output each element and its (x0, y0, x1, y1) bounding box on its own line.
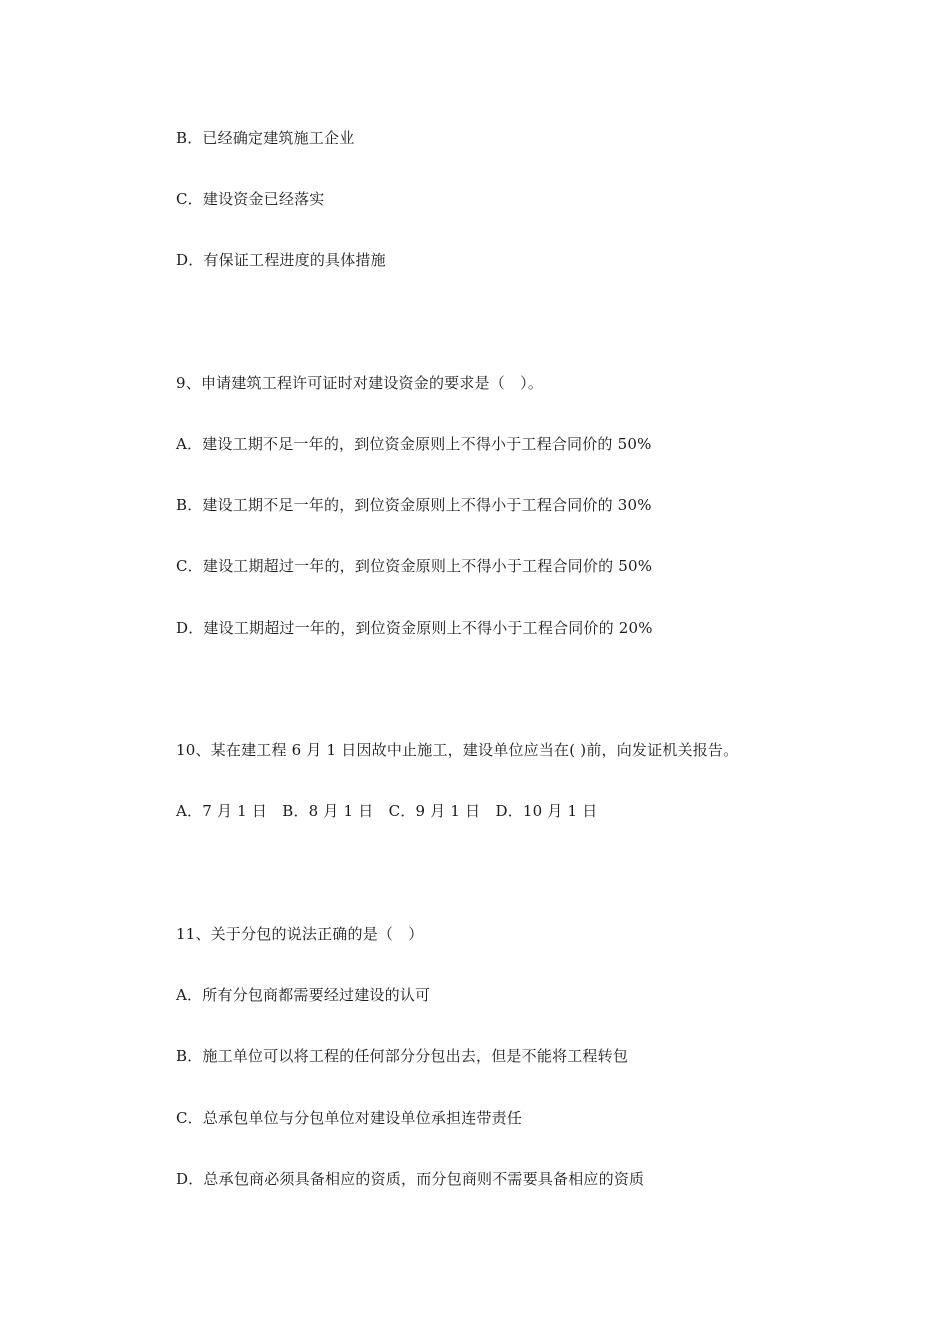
q9-stem: 9、申请建筑工程许可证时对建设资金的要求是（ ）。 (176, 374, 544, 392)
q9-option-c: C．建设工期超过一年的，到位资金原则上不得小于工程合同价的 50% (176, 557, 653, 575)
q8-option-c: C．建设资金已经落实 (176, 190, 325, 208)
q9-option-b: B．建设工期不足一年的，到位资金原则上不得小于工程合同价的 30% (176, 496, 652, 514)
q8-option-d: D．有保证工程进度的具体措施 (176, 251, 386, 269)
q11-option-a: A．所有分包商都需要经过建设的认可 (176, 986, 431, 1004)
q11-option-c: C．总承包单位与分包单位对建设单位承担连带责任 (176, 1109, 523, 1127)
q10-options: A．7 月 1 日 B．8 月 1 日 C．9 月 1 日 D．10 月 1 日 (176, 802, 598, 820)
q10-stem: 10、某在建工程 6 月 1 日因故中止施工，建设单位应当在( )前，向发证机关报告。 (176, 741, 739, 759)
q11-option-d: D．总承包商必须具备相应的资质，而分包商则不需要具备相应的资质 (176, 1170, 645, 1188)
q9-option-d: D．建设工期超过一年的，到位资金原则上不得小于工程合同价的 20% (176, 619, 653, 637)
q8-option-b: B．已经确定建筑施工企业 (176, 129, 355, 147)
q11-stem: 11、关于分包的说法正确的是（ ） (176, 925, 424, 943)
q9-option-a: A．建设工期不足一年的，到位资金原则上不得小于工程合同价的 50% (176, 435, 652, 453)
q11-option-b: B．施工单位可以将工程的任何部分分包出去，但是不能将工程转包 (176, 1047, 629, 1065)
